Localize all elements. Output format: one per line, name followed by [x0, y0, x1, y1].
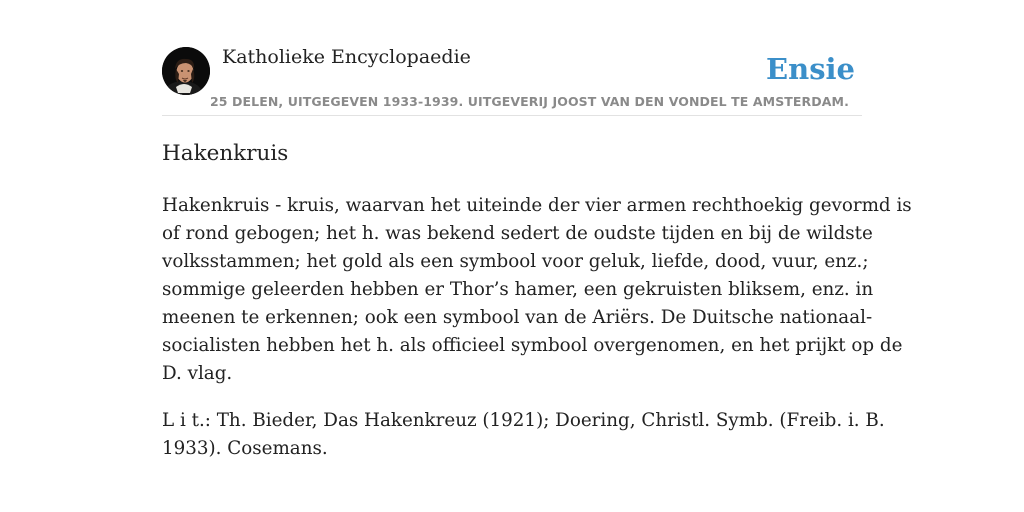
- text-line: volksstammen; het gold als een symbool voor geluk, liefde, dood, vuur, enz.;: [162, 251, 869, 272]
- text-line: of rond gebogen; het h. was bekend sedert de oudste tijden en bij de wildste: [162, 223, 873, 244]
- text-line: 1933). Cosemans.: [162, 438, 328, 459]
- entry-title: Hakenkruis: [162, 141, 289, 166]
- brand-logo-link[interactable]: Ensie: [766, 52, 855, 86]
- text-line: meenen te erkennen; ook een symbool van de Ariërs. De Duitsche nationaal-: [162, 307, 873, 328]
- text-line: sommige geleerden hebben er Thor’s hamer, een gekruisten bliksem, enz. in: [162, 279, 874, 300]
- text-line: Hakenkruis - kruis, waarvan het uiteinde der vier armen rechthoekig gevormd is: [162, 195, 912, 216]
- portrait-icon: [162, 47, 210, 95]
- entry-paragraph-definition: [162, 192, 912, 388]
- text-line: D. vlag.: [162, 363, 233, 384]
- site-title[interactable]: Katholieke Encyclopaedie: [222, 46, 471, 68]
- text-line: L i t.: Th. Bieder, Das Hakenkreuz (1921); Doering, Christl. Symb. (Freib. i. B.: [162, 410, 885, 431]
- entry-paragraph-literature: [162, 407, 885, 463]
- avatar[interactable]: [162, 47, 210, 95]
- site-subtitle: 25 DELEN, UITGEGEVEN 1933-1939. UITGEVERIJ JOOST VAN DEN VONDEL TE AMSTERDAM.: [210, 94, 849, 109]
- text-line: socialisten hebben het h. als officieel symbool overgenomen, en het prijkt op de: [162, 335, 903, 356]
- header-divider: [162, 115, 862, 116]
